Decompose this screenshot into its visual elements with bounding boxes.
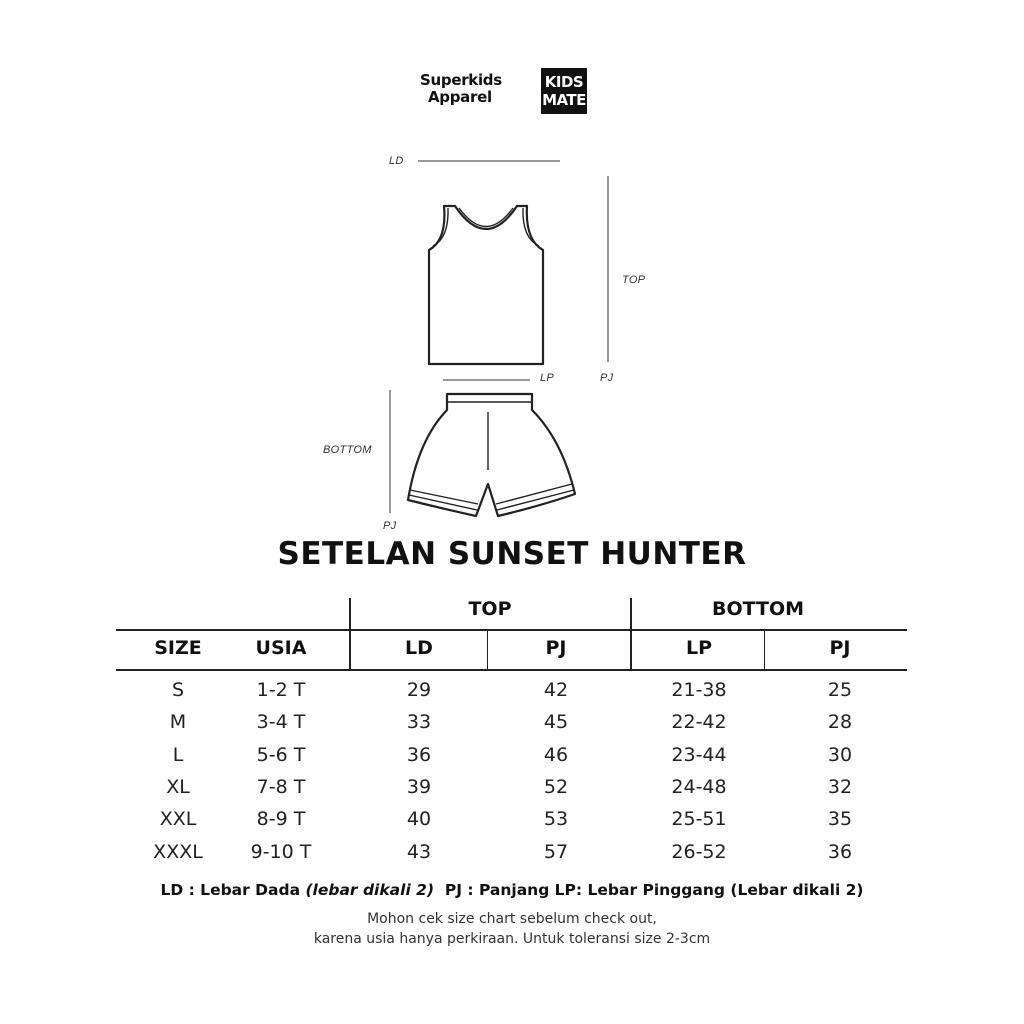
table-cell: 39: [406, 776, 432, 798]
divider-v-4: [764, 631, 765, 670]
bottom-label: BOTTOM: [323, 444, 372, 456]
col-header-pj-top: PJ: [545, 637, 567, 659]
table-cell: 29: [406, 679, 432, 701]
table-cell: M: [169, 711, 187, 733]
table-cell: XXXL: [153, 841, 203, 863]
table-cell: XXL: [159, 808, 197, 830]
table-cell: 9-10 T: [250, 841, 312, 863]
table-cell: 45: [543, 711, 569, 733]
lp-label: LP: [540, 372, 555, 384]
table-cell: 33: [406, 711, 432, 733]
table-cell: 32: [827, 776, 853, 798]
divider-h-body: [116, 669, 907, 671]
table-cell: 36: [827, 841, 853, 863]
table-cell: 42: [543, 679, 569, 701]
group-header-bottom: BOTTOM: [711, 598, 805, 620]
table-cell: 25: [827, 679, 853, 701]
table-cell: 28: [827, 711, 853, 733]
table-cell: 24-48: [671, 776, 727, 798]
table-cell: 36: [406, 744, 432, 766]
table-cell: 5-6 T: [256, 744, 306, 766]
pj-top-label: PJ: [600, 372, 614, 384]
table-cell: 21-38: [671, 679, 727, 701]
page-title: SETELAN SUNSET HUNTER: [277, 536, 747, 572]
top-label: TOP: [622, 274, 646, 286]
tank-top-drawing: [429, 206, 543, 364]
brand-line-2: Apparel: [428, 88, 492, 106]
legend-ld: LD : Lebar Dada: [160, 881, 306, 899]
divider-h-header: [116, 629, 907, 631]
table-cell: S: [171, 679, 185, 701]
col-header-lp: LP: [685, 637, 713, 659]
table-cell: 25-51: [671, 808, 727, 830]
table-cell: L: [172, 744, 184, 766]
badge-line-2: MATE: [542, 91, 586, 109]
table-cell: 1-2 T: [256, 679, 306, 701]
badge-line-1: KIDS: [544, 73, 584, 91]
table-cell: 7-8 T: [256, 776, 306, 798]
note-line-2: karena usia hanya perkiraan. Untuk toleransi size 2-3cm: [313, 931, 711, 947]
measurement-legend: [0, 881, 1024, 899]
table-cell: 26-52: [671, 841, 727, 863]
table-cell: 22-42: [671, 711, 727, 733]
table-cell: 40: [406, 808, 432, 830]
brand-line-1: Superkids: [420, 71, 502, 89]
pj-bottom-label: PJ: [383, 520, 397, 532]
table-cell: 43: [406, 841, 432, 863]
table-cell: XL: [166, 776, 190, 798]
note-line-1: Mohon cek size chart sebelum check out,: [367, 911, 657, 927]
legend-pj-lp: PJ : Panjang LP: Lebar Pinggang (Lebar dikali 2): [444, 881, 864, 899]
col-header-ld: LD: [405, 637, 433, 659]
table-cell: 53: [543, 808, 569, 830]
table-cell: 30: [827, 744, 853, 766]
col-header-size: SIZE: [154, 637, 202, 659]
legend-ld-note: (lebar dikali 2): [305, 881, 435, 899]
divider-v-3: [487, 631, 488, 670]
ld-label: LD: [389, 155, 404, 167]
table-cell: 23-44: [671, 744, 727, 766]
table-cell: 57: [543, 841, 569, 863]
col-header-usia: USIA: [255, 637, 307, 659]
table-cell: 3-4 T: [256, 711, 306, 733]
group-header-top: TOP: [468, 598, 512, 620]
shorts-drawing: [408, 394, 575, 516]
table-cell: 52: [543, 776, 569, 798]
table-cell: 8-9 T: [256, 808, 306, 830]
table-cell: 46: [543, 744, 569, 766]
col-header-pj-bottom: PJ: [829, 637, 851, 659]
table-cell: 35: [827, 808, 853, 830]
